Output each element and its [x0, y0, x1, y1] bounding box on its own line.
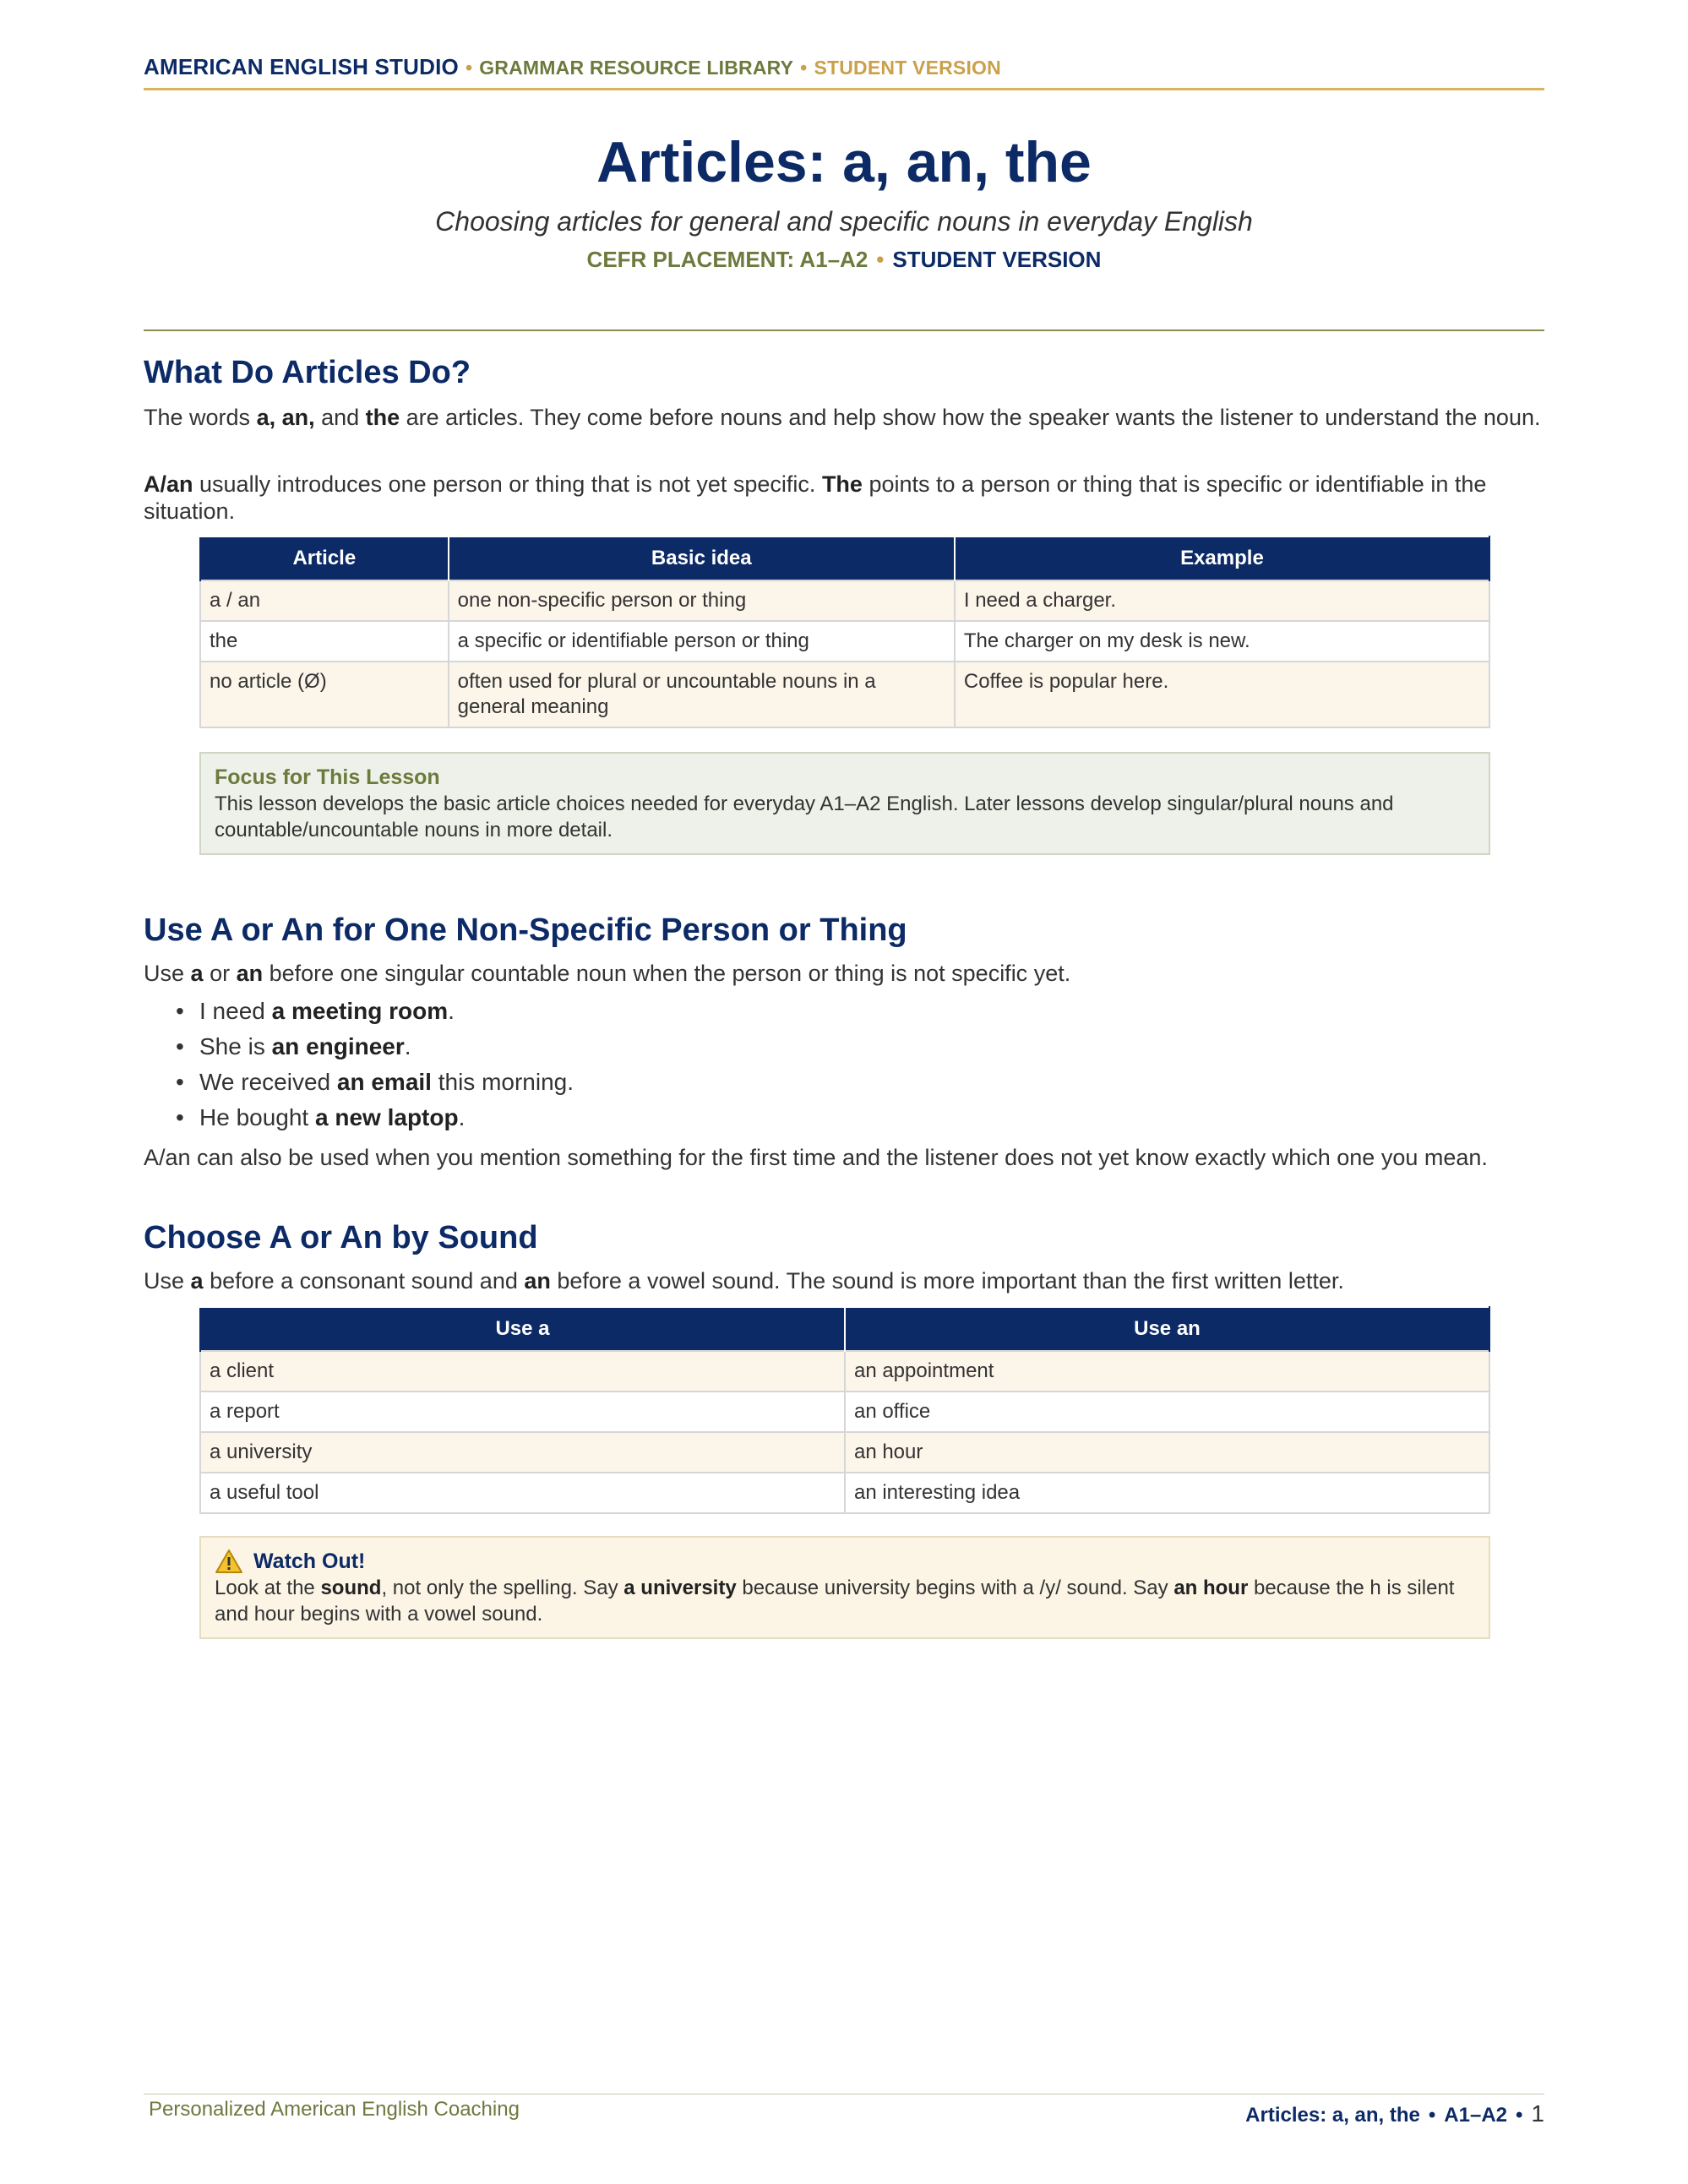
footer-separator: •	[1516, 2104, 1523, 2127]
table-header-cell: Basic idea	[449, 536, 955, 580]
focus-callout	[199, 752, 1490, 855]
table-cell: a university	[200, 1432, 845, 1473]
list-item: • I need a meeting room.	[176, 994, 574, 1029]
section-heading-use-a-or-an: Use A or An for One Non-Specific Person or Thing	[144, 912, 907, 948]
page-subtitle: Choosing articles for general and specific nouns in everyday English	[435, 206, 1253, 237]
header-org: AMERICAN ENGLISH STUDIO	[144, 54, 459, 79]
header-version: STUDENT VERSION	[814, 57, 1001, 79]
table-row	[200, 1432, 1489, 1473]
list-item: • He bought a new laptop.	[176, 1100, 574, 1136]
table-cell: I need a charger.	[955, 580, 1489, 621]
table-header-cell: Example	[955, 536, 1489, 580]
section-heading-choose-a-or-an: Choose A or An by Sound	[144, 1220, 538, 1255]
header-separator: •	[800, 57, 808, 79]
table-row	[200, 580, 1489, 621]
table-row	[200, 1351, 1489, 1392]
table-row	[200, 621, 1489, 662]
table-cell: a useful tool	[200, 1473, 845, 1513]
header-rule	[144, 88, 1544, 90]
page-number: 1	[1531, 2100, 1544, 2127]
table-cell: a report	[200, 1392, 845, 1432]
focus-callout-text: This lesson develops the basic article choices needed for everyday A1–A2 English. Later lessons develop singular/plural nouns and countable/uncountable nouns in more detail.	[215, 792, 1394, 841]
watch-out-callout	[199, 1536, 1490, 1639]
list-item: • We received an email this morning.	[176, 1065, 574, 1100]
footer-title: Articles: a, an, the	[1245, 2104, 1420, 2127]
table-cell: an hour	[845, 1432, 1489, 1473]
cefr-placement	[144, 245, 1544, 274]
table-cell: the	[200, 621, 449, 662]
example-bullet-list	[176, 994, 574, 1136]
table-cell: one non-specific person or thing	[449, 580, 955, 621]
section3-intro: Use a before a consonant sound and an before a vowel sound. The sound is more important than the first written letter.	[144, 1268, 1344, 1294]
cefr-level: CEFR PLACEMENT: A1–A2	[586, 247, 869, 272]
table-row	[200, 1473, 1489, 1513]
table-row	[200, 662, 1489, 727]
table-cell: Coffee is popular here.	[955, 662, 1489, 727]
table-cell: no article (Ø)	[200, 662, 449, 727]
placement-version: STUDENT VERSION	[892, 247, 1102, 272]
title-block	[144, 127, 1544, 274]
table-header-row	[200, 1307, 1489, 1351]
focus-callout-title: Focus for This Lesson	[215, 765, 440, 789]
section-heading-what-do-articles-do: What Do Articles Do?	[144, 355, 471, 390]
table-header-cell: Use a	[200, 1307, 845, 1351]
table-cell: a / an	[200, 580, 449, 621]
footer-right	[1245, 2100, 1544, 2127]
section2-outro: A/an can also be used when you mention something for the first time and the listener does not yet know exactly which one you mean.	[144, 1145, 1488, 1170]
watch-out-title-row	[215, 1548, 1475, 1575]
articles-table	[199, 536, 1490, 728]
header-library: GRAMMAR RESOURCE LIBRARY	[479, 57, 794, 79]
section1-paragraph-1: The words a, an, and the are articles. They come before nouns and help show how the speaker wants the listener to understand the noun.	[144, 405, 1541, 430]
section2-intro: Use a or an before one singular countable noun when the person or thing is not specific yet.	[144, 961, 1071, 986]
footer-separator: •	[1428, 2104, 1436, 2127]
watch-out-title: Watch Out!	[253, 1549, 366, 1573]
table-cell: a client	[200, 1351, 845, 1392]
placement-separator: •	[876, 247, 885, 272]
table-cell: The charger on my desk is new.	[955, 621, 1489, 662]
footer-level: A1–A2	[1444, 2104, 1508, 2127]
table-cell: a specific or identifiable person or thing	[449, 621, 955, 662]
table-header-cell: Article	[200, 536, 449, 580]
section1-paragraph-2: A/an usually introduces one person or thing that is not yet specific. The points to a person or thing that is specific or identifiable in the situation.	[144, 471, 1487, 524]
footer-left: Personalized American English Coaching	[149, 2098, 520, 2121]
table-cell: often used for plural or uncountable nouns in a general meaning	[449, 662, 955, 727]
header-separator: •	[465, 57, 473, 79]
table-cell: an appointment	[845, 1351, 1489, 1392]
table-row	[200, 1392, 1489, 1432]
table-header-row	[200, 536, 1489, 580]
title-rule	[144, 330, 1544, 331]
watch-out-text: Look at the sound, not only the spelling. Say a university because university begins with a /y/ sound. Say an hour because the h is silent and hour begins with a vowel sound.	[215, 1577, 1455, 1626]
running-header	[144, 54, 1544, 80]
table-cell: an interesting idea	[845, 1473, 1489, 1513]
table-cell: an office	[845, 1392, 1489, 1432]
table-header-cell: Use an	[845, 1307, 1489, 1351]
list-item: • She is an engineer.	[176, 1029, 574, 1065]
page-title: Articles: a, an, the	[596, 130, 1092, 194]
warning-triangle-icon	[215, 1549, 243, 1574]
a-an-sound-table	[199, 1306, 1490, 1514]
